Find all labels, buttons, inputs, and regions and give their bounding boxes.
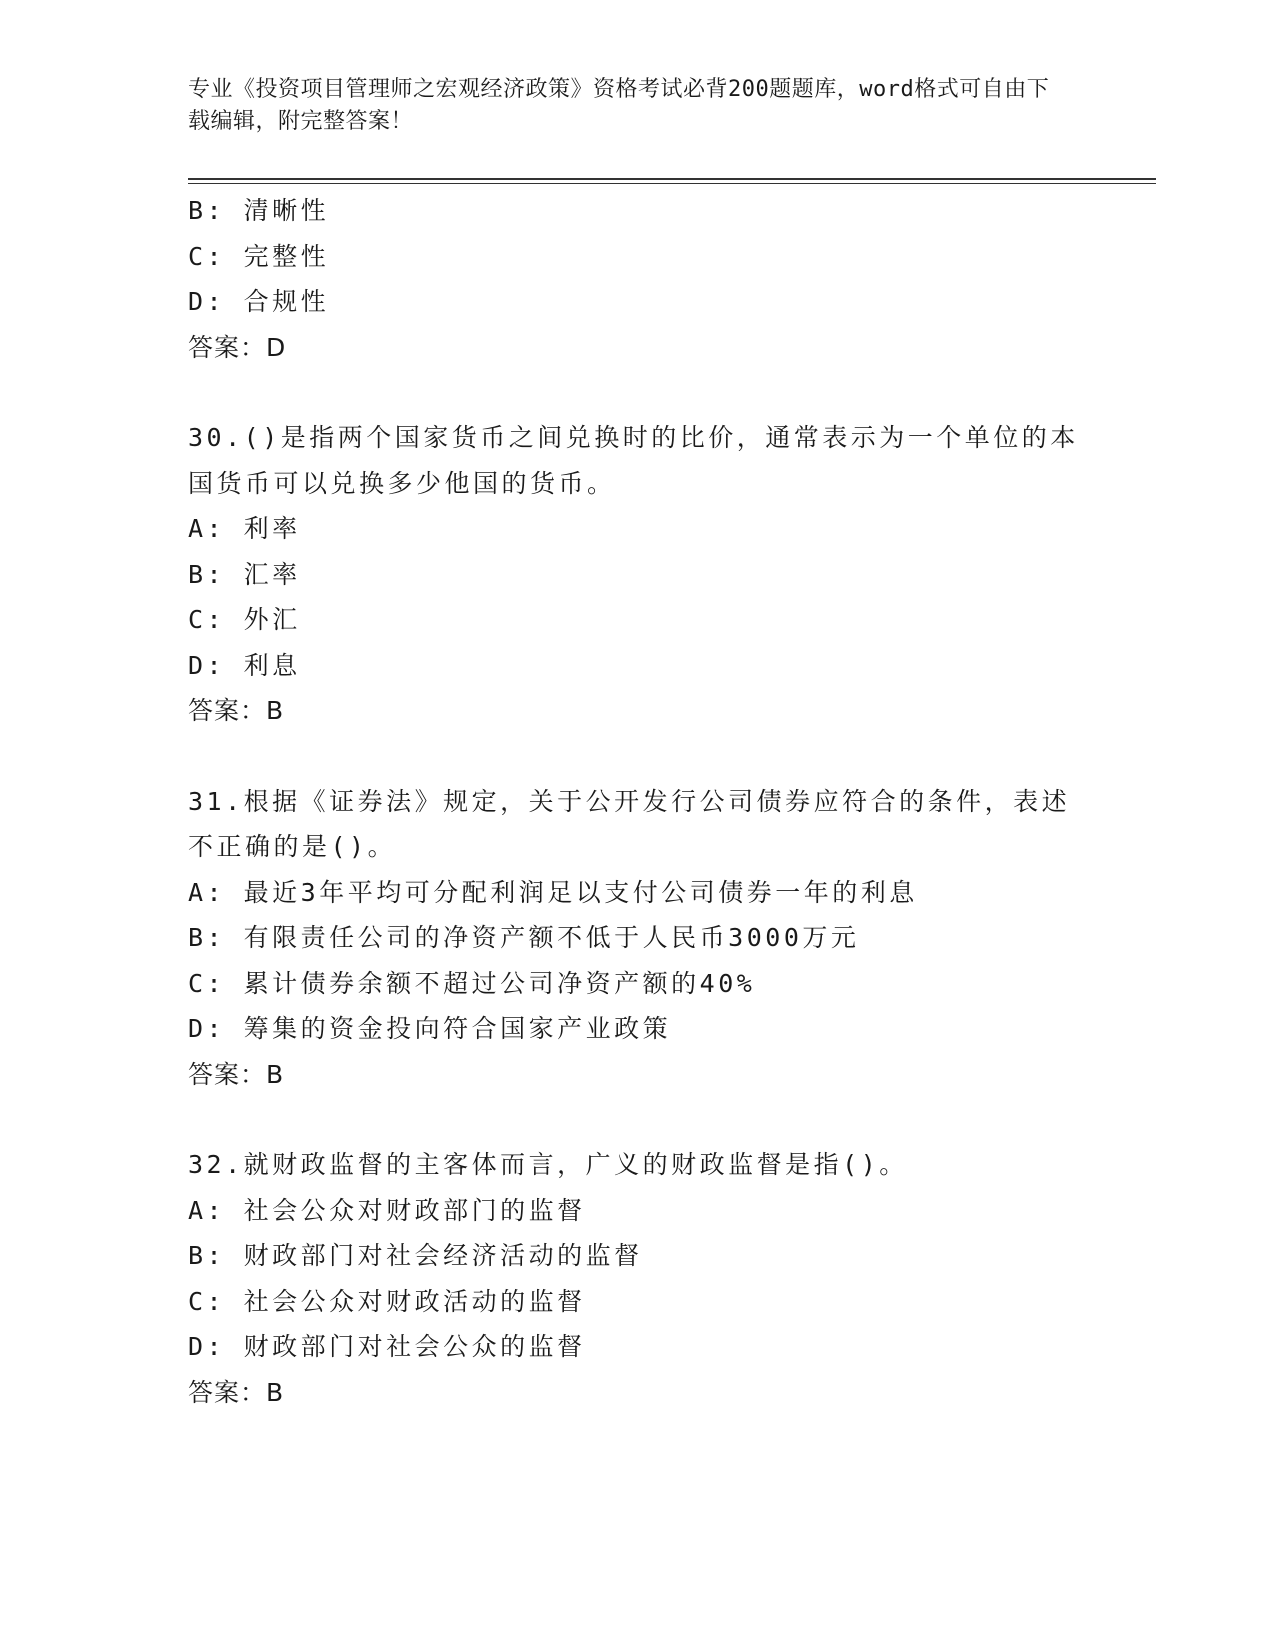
option-d bbox=[188, 279, 1088, 325]
spacer bbox=[188, 370, 1088, 415]
option-d bbox=[188, 1006, 1088, 1052]
option-text: 社会公众对财政活动的监督 bbox=[243, 1286, 586, 1316]
option-letter: D: bbox=[188, 650, 226, 680]
question-block-32 bbox=[188, 1142, 1088, 1415]
answer-label: 答案： bbox=[188, 1377, 267, 1407]
answer-value: B bbox=[266, 1377, 285, 1407]
question-text: 30.()是指两个国家货币之间兑换时的比价，通常表示为一个单位的本国货币可以兑换多少他国的货币。 bbox=[188, 423, 1079, 498]
option-text: 合规性 bbox=[243, 287, 330, 316]
answer-line bbox=[188, 325, 1088, 371]
question-block-31 bbox=[188, 779, 1088, 1098]
option-letter: A: bbox=[188, 514, 226, 543]
option-b bbox=[188, 915, 1088, 961]
answer-line bbox=[188, 1370, 1088, 1416]
option-letter: C: bbox=[188, 605, 226, 634]
option-d bbox=[188, 643, 1088, 689]
answer-label: 答案： bbox=[188, 332, 267, 362]
question-text: 31.根据《证券法》规定，关于公开发行公司债券应符合的条件，表述不正确的是()。 bbox=[188, 786, 1071, 861]
option-letter: A: bbox=[188, 877, 226, 907]
option-text: 利率 bbox=[243, 514, 301, 543]
question-text: 32.就财政监督的主客体而言，广义的财政监督是指()。 bbox=[188, 1150, 908, 1179]
option-letter: A: bbox=[188, 1195, 226, 1225]
option-a bbox=[188, 506, 1088, 552]
option-text: 累计债券余额不超过公司净资产额的40% bbox=[243, 968, 756, 998]
prev-question-block bbox=[188, 188, 1088, 370]
header-rule-thick bbox=[188, 178, 1156, 180]
option-b bbox=[188, 188, 1088, 234]
answer-value: B bbox=[266, 1059, 285, 1089]
answer-label: 答案： bbox=[188, 1059, 267, 1089]
option-text: 汇率 bbox=[243, 559, 301, 589]
option-c bbox=[188, 597, 1088, 643]
option-text: 外汇 bbox=[243, 605, 301, 634]
header-rule-thin bbox=[188, 183, 1156, 184]
option-letter: D: bbox=[188, 1332, 226, 1361]
option-letter: C: bbox=[188, 1286, 226, 1316]
option-b bbox=[188, 552, 1088, 598]
option-b bbox=[188, 1233, 1088, 1279]
spacer bbox=[188, 1097, 1088, 1142]
answer-line bbox=[188, 688, 1088, 734]
option-c bbox=[188, 961, 1088, 1007]
answer-label: 答案： bbox=[188, 696, 267, 725]
option-text: 利息 bbox=[243, 650, 301, 680]
option-text: 清晰性 bbox=[243, 196, 330, 225]
option-text: 完整性 bbox=[243, 241, 330, 271]
option-text: 筹集的资金投向符合国家产业政策 bbox=[243, 1014, 672, 1043]
option-text: 财政部门对社会公众的监督 bbox=[243, 1332, 586, 1361]
option-letter: D: bbox=[188, 287, 226, 316]
option-letter: B: bbox=[188, 559, 226, 589]
option-letter: B: bbox=[188, 923, 226, 952]
document-header: 专业《投资项目管理师之宏观经济政策》资格考试必背200题题库，word格式可自由下载编辑，附完整答案！ bbox=[188, 77, 1050, 134]
option-letter: B: bbox=[188, 196, 226, 225]
option-c bbox=[188, 1279, 1088, 1325]
spacer bbox=[188, 734, 1088, 779]
option-text: 财政部门对社会经济活动的监督 bbox=[243, 1241, 643, 1270]
option-d bbox=[188, 1324, 1088, 1370]
option-letter: B: bbox=[188, 1241, 226, 1270]
answer-value: D bbox=[266, 332, 287, 362]
question-list bbox=[188, 188, 1088, 1415]
option-text: 社会公众对财政部门的监督 bbox=[243, 1195, 586, 1225]
option-a bbox=[188, 1188, 1088, 1234]
option-text: 最近3年平均可分配利润足以支付公司债券一年的利息 bbox=[243, 877, 918, 907]
option-text: 有限责任公司的净资产额不低于人民币3000万元 bbox=[243, 923, 860, 952]
option-letter: D: bbox=[188, 1014, 226, 1043]
question-block-30 bbox=[188, 415, 1088, 734]
option-letter: C: bbox=[188, 968, 226, 998]
answer-value: B bbox=[266, 696, 285, 725]
option-letter: C: bbox=[188, 241, 226, 271]
option-c bbox=[188, 234, 1088, 280]
option-a bbox=[188, 870, 1088, 916]
answer-line bbox=[188, 1052, 1088, 1098]
